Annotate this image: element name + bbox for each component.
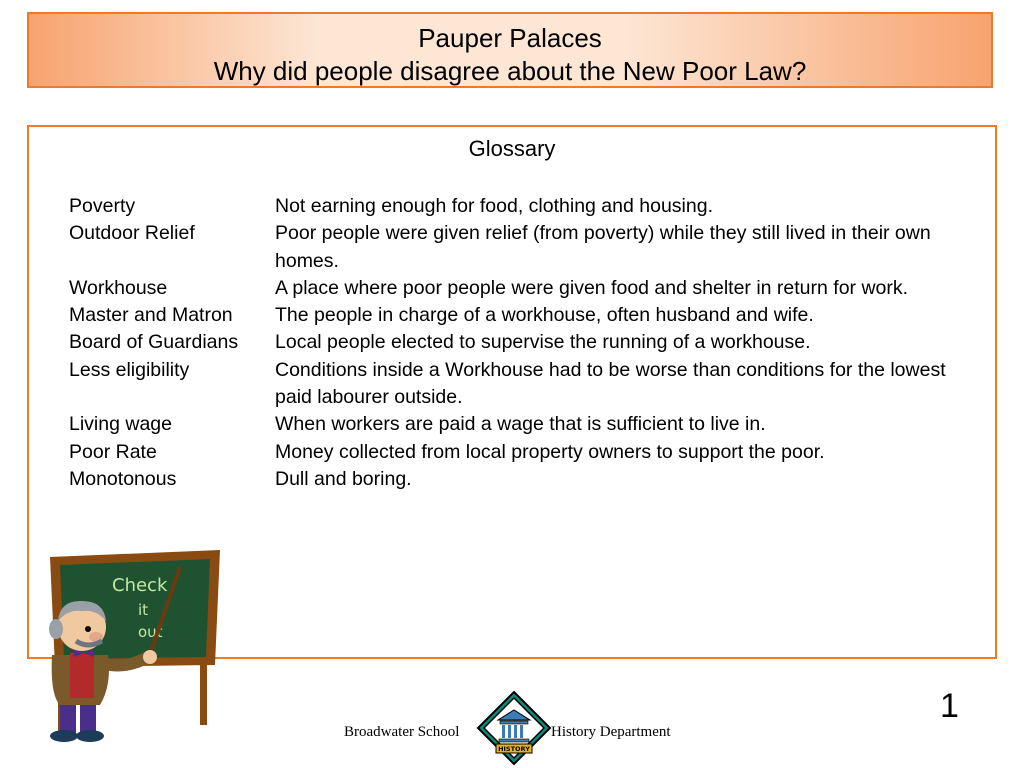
logo-label: HISTORY (498, 745, 530, 753)
page-number: 1 (940, 687, 959, 725)
teacher-clipart (30, 545, 230, 745)
glossary-entry (69, 466, 969, 493)
chalk-text-3: out (138, 623, 163, 641)
glossary-list (69, 193, 969, 493)
glossary-entry (69, 275, 969, 302)
glossary-term: Board of Guardians (69, 331, 239, 354)
glossary-term: Outdoor Relief (69, 222, 195, 245)
glossary-term: Monotonous (69, 467, 177, 490)
glossary-term: Master and Matron (69, 304, 233, 327)
glossary-term: Living wage (69, 413, 172, 436)
glossary-definition: Dull and boring. (275, 467, 412, 490)
glossary-term: Poverty (69, 195, 136, 217)
title-banner (27, 12, 993, 88)
history-department-logo (476, 690, 552, 766)
glossary-definition: When workers are paid a wage that is sufficient to live in. (275, 413, 766, 436)
glossary-definition: Poor people were given relief (from poverty) while they still lived in their own homes. (275, 222, 931, 272)
glossary-definition: Not earning enough for food, clothing and housing. (275, 195, 713, 217)
glossary-definition: A place where poor people were given food and shelter in return for work. (275, 276, 909, 299)
chalk-text-1: Check (112, 575, 168, 596)
glossary-term: Workhouse (69, 276, 168, 299)
glossary-term: Poor Rate (69, 440, 157, 463)
slide-title: Pauper Palaces (418, 23, 602, 53)
chalk-text-2: it (138, 601, 149, 619)
glossary-entry (69, 439, 969, 466)
glossary-heading: Glossary (468, 136, 556, 161)
glossary-term: Less eligibility (69, 358, 190, 381)
glossary-definition: The people in charge of a workhouse, often husband and wife. (275, 304, 814, 327)
glossary-entry (69, 329, 969, 356)
glossary-entry (69, 302, 969, 329)
glossary-definition: Local people elected to supervise the running of a workhouse. (275, 331, 811, 354)
glossary-definition: Money collected from local property owners to support the poor. (275, 440, 825, 463)
footer-school: Broadwater School (344, 724, 460, 740)
glossary-entry (69, 357, 969, 412)
slide-subtitle: Why did people disagree about the New Poor Law? (213, 56, 807, 86)
glossary-entry (69, 411, 969, 438)
glossary-entry (69, 193, 969, 220)
glossary-definition: Conditions inside a Workhouse had to be worse than conditions for the lowest paid labourer outside. (275, 358, 946, 409)
glossary-entry (69, 220, 969, 275)
footer-department: History Department (551, 724, 671, 740)
